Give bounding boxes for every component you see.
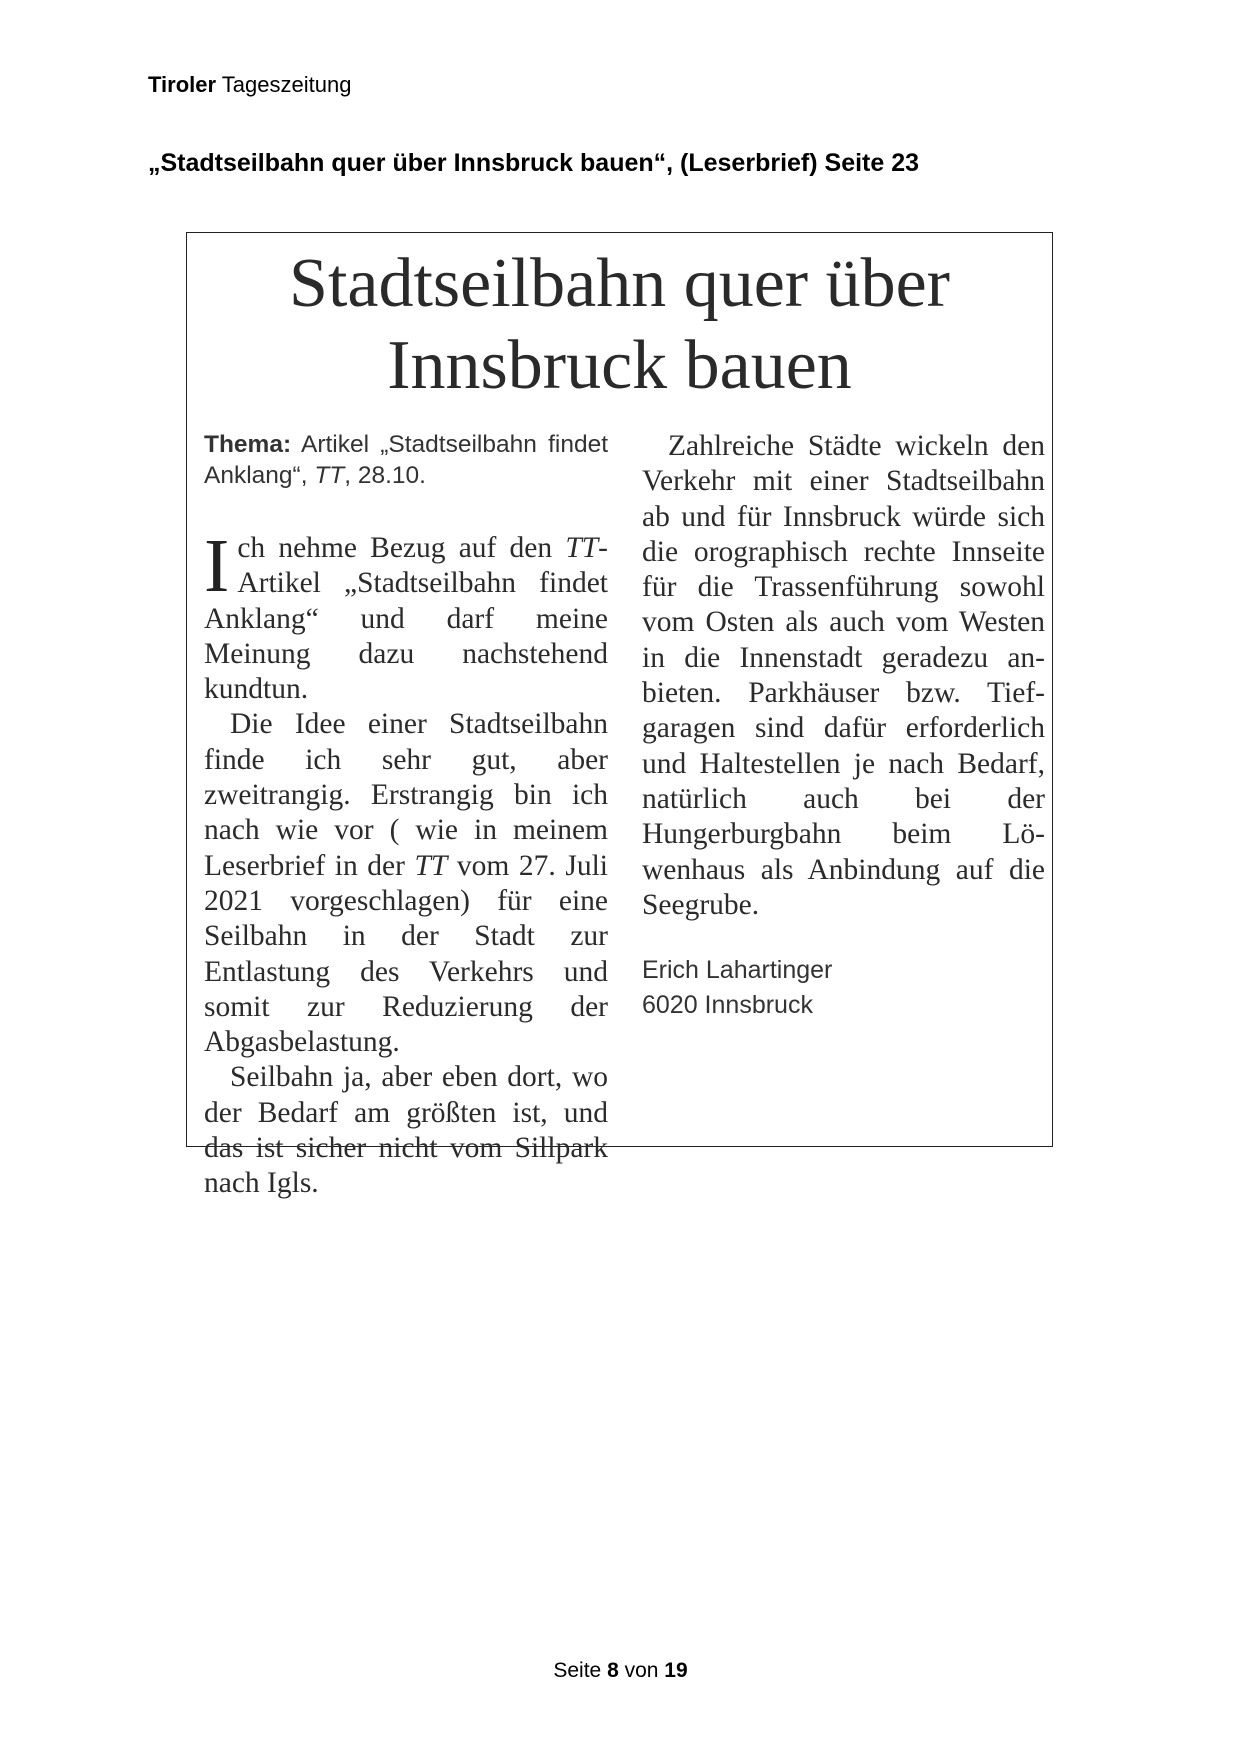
- p1-text-b: -Artikel „Stadtseilbahn findet Anklang“ und darf meine Meinung dazu nachstehend kundtun.: [204, 532, 608, 706]
- newspaper-clipping: [186, 232, 1053, 1200]
- current-page: 8: [607, 1659, 619, 1682]
- thema-label: Thema:: [204, 431, 292, 458]
- paragraph-3: Seilbahn ja, aber eben dort, wo der Bedarf am größten ist, und das ist sicher nicht vom Sillpark nach Igls.: [204, 1061, 608, 1200]
- page-number: [0, 1658, 1241, 1684]
- total-pages: 19: [664, 1659, 688, 1682]
- document-title: „Stadtseilbahn quer über Innsbruck bauen“, (Leserbrief) Seite 23: [148, 149, 920, 177]
- paragraph-2: [204, 707, 608, 1060]
- page-middle: von: [618, 1659, 665, 1682]
- article-column-left: [204, 429, 608, 1202]
- author-location: 6020 Innsbruck: [642, 991, 813, 1020]
- article-column-right: [642, 429, 1045, 1023]
- paragraph-4: Zahlreiche Städte wickeln den Verkehr mit einer Stadtseilbahn ab und für Innsbruck würde sich die orographisch rechte Innseite für die Trassenführung sowohl vom Osten als auch vom Westen in die Innenstadt geradezu anbieten. Parkhäuser bzw. Tiefgaragen sind dafür erforderlich und Haltestellen je nach Bedarf, natürlich auch bei der Hungerburgbahn beim Löwenhaus als Anbindung auf die Seegrube.: [642, 430, 1045, 921]
- thema-line: [204, 429, 608, 491]
- p2-text-a: Die Idee einer Stadtseilbahn finde ich sehr gut, aber zweitrangig. Erstrangig bin ich nach wie vor ( wie in meinem Leserbrief in der: [204, 708, 608, 882]
- thema-tt: TT: [314, 462, 345, 489]
- thema-text-b: , 28.10.: [344, 462, 426, 489]
- paragraph-1: [204, 524, 608, 707]
- p1-tt: TT: [565, 532, 599, 564]
- article-headline: [187, 243, 1052, 407]
- publication-name: [148, 72, 351, 98]
- signature: [642, 953, 1045, 1023]
- p1-text-a: ch nehme Bezug auf den: [237, 532, 566, 564]
- publication-name-rest: Tageszeitung: [221, 72, 352, 97]
- p2-tt: TT: [414, 849, 448, 882]
- headline-line-1: Stadtseilbahn quer über: [289, 245, 950, 322]
- page-prefix: Seite: [553, 1659, 608, 1682]
- headline-line-2: Innsbruck bauen: [387, 327, 852, 404]
- publication-name-bold: Tiroler: [148, 72, 217, 97]
- thema-text-a: Artikel „Stadtseilbahn findet Anklang“,: [204, 431, 608, 489]
- author-name: Erich Lahartinger: [642, 956, 833, 985]
- drop-cap: I: [204, 524, 230, 608]
- p2-text-b: vom 27. Juli 2021 vorgeschlagen) für eine Seilbahn in der Stadt zur Entlastung des Verkehrs und somit zur Reduzierung der Abgasbelastung.: [204, 849, 608, 1059]
